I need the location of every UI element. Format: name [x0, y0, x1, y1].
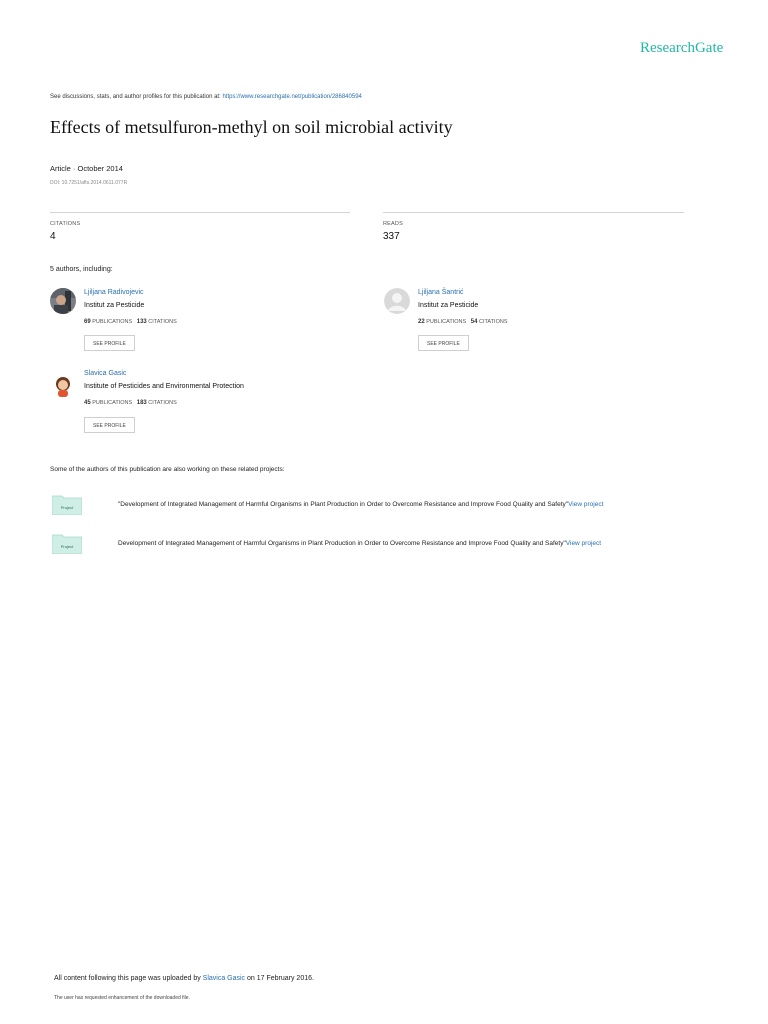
researchgate-logo[interactable]: ResearchGate: [640, 40, 724, 56]
citations-divider: [50, 212, 350, 213]
author-avatar[interactable]: [50, 373, 76, 399]
discussion-text: See discussions, stats, and author profiles for this publication at:: [50, 94, 223, 100]
publications-count: 69: [84, 319, 91, 325]
see-profile-button[interactable]: SEE PROFILE: [84, 417, 135, 433]
upload-prefix: All content following this page was uploaded by: [54, 975, 203, 982]
publication-doi: DOI: 10.7251/afts.2014.0611.077R: [50, 180, 128, 186]
publication-meta: Article · October 2014: [50, 164, 123, 173]
folder-icon: [52, 493, 82, 515]
author-institution: Institut za Pesticide: [418, 302, 479, 309]
publications-count: 22: [418, 319, 425, 325]
discussion-line: [50, 94, 362, 100]
author-cartoon-avatar-icon: [50, 373, 76, 399]
author-name-link[interactable]: Slavica Gasic: [84, 370, 127, 377]
project-folder-icon[interactable]: [52, 493, 82, 513]
publication-url-link[interactable]: https://www.researchgate.net/publication/286840594: [222, 94, 362, 100]
citations-value: 4: [50, 231, 56, 242]
default-user-icon: [384, 288, 410, 314]
author-institution: Institut za Pesticide: [84, 302, 145, 309]
view-project-link[interactable]: View project: [568, 501, 604, 508]
upload-notice: [54, 975, 314, 982]
related-projects-heading: Some of the authors of this publication are also working on these related projects:: [50, 466, 285, 473]
citations-count: 183: [136, 400, 147, 406]
author-avatar[interactable]: [384, 288, 410, 314]
uploader-link[interactable]: Slavica Gasic: [202, 975, 246, 982]
author-stats: [418, 319, 508, 325]
folder-label: Project: [60, 505, 74, 510]
see-profile-button[interactable]: SEE PROFILE: [84, 335, 135, 351]
see-profile-button[interactable]: SEE PROFILE: [418, 335, 469, 351]
author-avatar[interactable]: [50, 288, 76, 314]
reads-label: READS: [383, 221, 403, 227]
publications-label: PUBLICATIONS: [92, 400, 133, 406]
author-stats: [84, 319, 177, 325]
project-item: [118, 501, 603, 508]
citations-count: 54: [470, 319, 478, 325]
citations-label: CITATIONS: [148, 400, 177, 406]
author-name-link[interactable]: Ljiljana Šantrić: [418, 289, 464, 296]
reads-value: 337: [383, 231, 400, 242]
author-institution: Institute of Pesticides and Environmental Protection: [84, 383, 244, 390]
publications-label: PUBLICATIONS: [426, 319, 467, 325]
publication-title: Effects of metsulfuron-methyl on soil microbial activity: [50, 117, 453, 137]
author-name-link[interactable]: Ljiljana Radivojevic: [84, 289, 144, 296]
project-title: "Development of Integrated Management of Harmful Organisms in Plant Production in Order to Overcome Resistance and Improve Food Quality and Safety": [118, 501, 569, 508]
publications-label: PUBLICATIONS: [92, 319, 133, 325]
author-stats: [84, 400, 177, 406]
citations-label: CITATIONS: [478, 319, 508, 325]
view-project-link[interactable]: View project: [565, 540, 602, 547]
citations-label: CITATIONS: [148, 319, 177, 325]
publications-count: 45: [84, 400, 91, 406]
project-item: [118, 540, 601, 547]
folder-icon: [52, 532, 82, 554]
citations-label: CITATIONS: [50, 221, 81, 227]
reads-divider: [383, 212, 684, 213]
project-folder-icon[interactable]: [52, 532, 82, 552]
upload-suffix: on 17 February 2016.: [245, 975, 314, 982]
enhancement-note: The user has requested enhancement of the downloaded file.: [54, 995, 190, 1001]
authors-heading: 5 authors, including:: [50, 266, 113, 273]
folder-label: Project: [60, 544, 74, 549]
project-title: Development of Integrated Management of Harmful Organisms in Plant Production in Order to Overcome Resistance and Improve Food Quality and Safety": [118, 540, 566, 547]
citations-count: 133: [136, 319, 147, 325]
author-photo-icon: [50, 288, 76, 314]
